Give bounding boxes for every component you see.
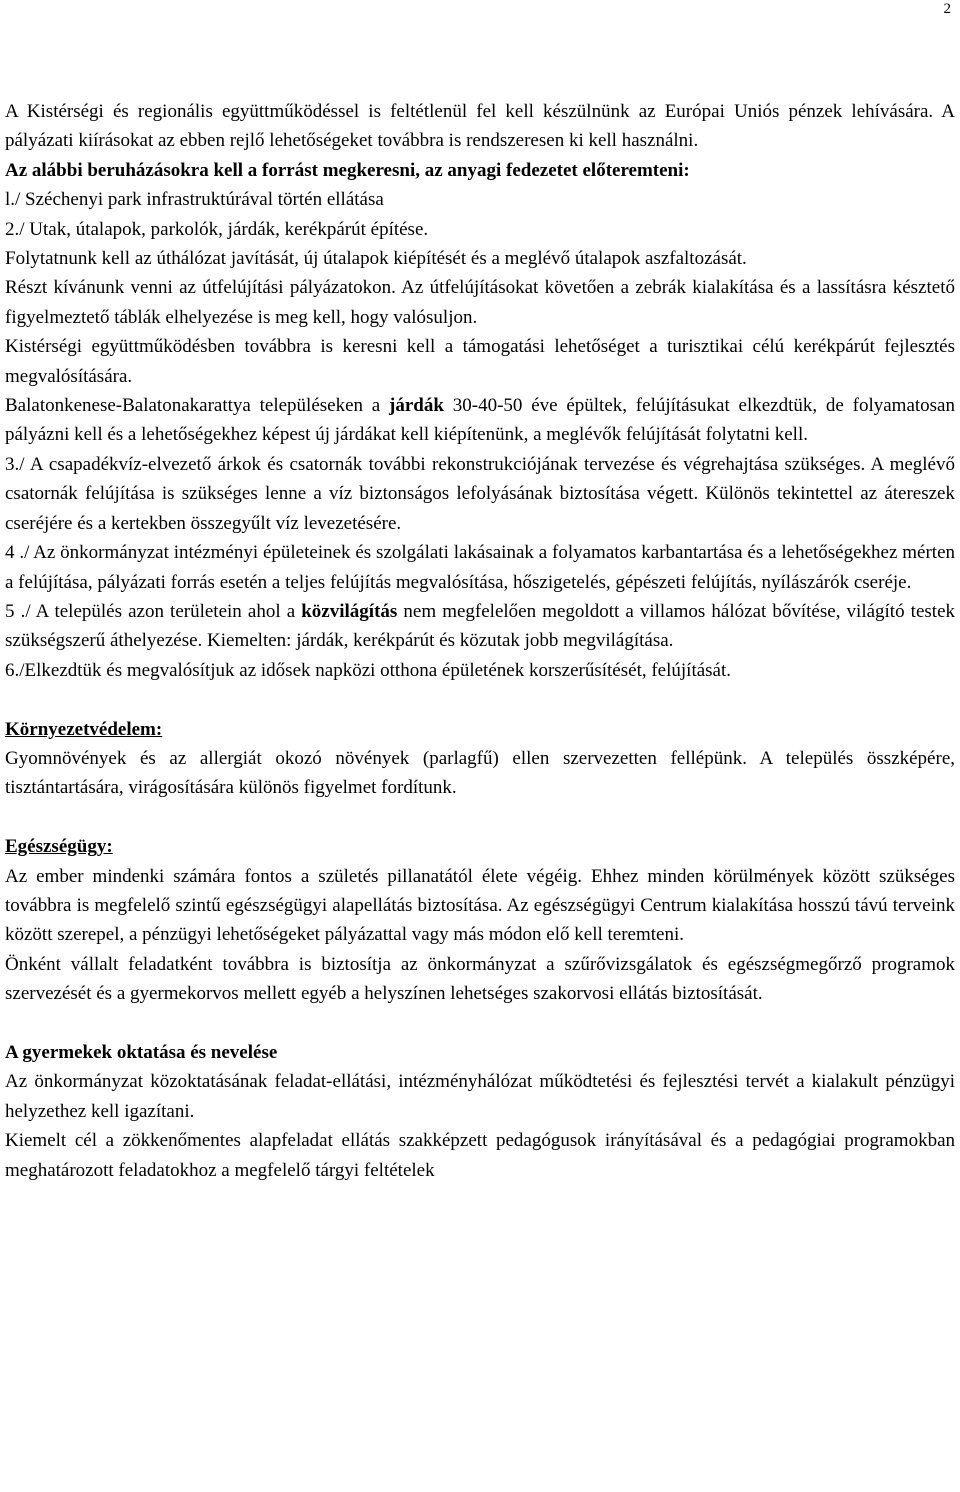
page-number: 2 (943, 1, 951, 17)
lighting-keyword: közvilágítás (301, 600, 398, 622)
sidewalk-text-before: Balatonkenese-Balatonakarattya településeken a (5, 395, 390, 417)
sidewalk-keyword: járdák (389, 395, 444, 417)
road-network-paragraph: Folytatnunk kell az úthálózat javítását, új útalapok kiépítését és a meglévő útalapok aszfaltozását. (5, 248, 747, 270)
sidewalk-text-after: 30-40-50 éve épültek, felújításukat elkezdtük, de folyamatosan pályázni kell és a lehetőségekhez képest új járdákat kell kiépítenünk, a meglévők felújítását folytatni kell. (5, 395, 955, 446)
environment-paragraph: Gyomnövények és az allergiát okozó növények (parlagfű) ellen szervezetten fellépünk. A település összképére, tisztántartására, virágosítására különös figyelmet fordítunk. (5, 747, 955, 799)
health-paragraph-1: Az ember mindenki számára fontos a születés pillanatától élete végéig. Ehhez minden körülmények között szükséges továbbra is megfelelő szintű egészségügyi alapellátás biztosítása. Az egészségügyi Centrum kialakítása hosszú távú terveink között szerepel, a pénzügyi lehetőségeket pályázattal vagy más módon elő kell teremteni. (5, 865, 955, 946)
document-body (5, 97, 955, 1185)
environment-heading: Környezetvédelem: (5, 718, 163, 740)
spacer (5, 803, 955, 832)
buildings-paragraph: 4 ./ Az önkormányzat intézményi épületeinek és szolgálati lakásainak a folyamatos karbantartása és a lehetőségekhez mérten a felújítása, pályázati forrás esetén a teljes felújítás megvalósítása, hőszigetelés, gépészeti felújítás, nyílászárók cseréje. (5, 542, 955, 593)
bike-path-paragraph: Kistérségi együttműködésben továbbra is keresni kell a támogatási lehetőséget a turisztikai célú kerékpárút fejlesztés megvalósítására. (5, 336, 955, 387)
investments-heading: Az alábbi beruházásokra kell a forrást megkeresni, az anyagi fedezetet előteremteni: (5, 159, 690, 181)
spacer (5, 1009, 955, 1038)
drainage-paragraph: 3./ A csapadékvíz-elvezető árkok és csatornák további rekonstrukciójának tervezése és végrehajtása szükséges. A meglévő csatornák felújítása is szükséges lenne a víz biztonságos lefolyásának biztosítása végett. Különös tekintettel az átereszek cseréjére és a kertekben összegyűlt víz levezetésére. (5, 453, 955, 534)
street-lighting-paragraph (5, 597, 955, 656)
list-item-2: 2./ Utak, útalapok, parkolók, járdák, kerékpárút építése. (5, 218, 429, 240)
health-heading: Egészségügy: (5, 836, 113, 858)
education-paragraph-1: Az önkormányzat közoktatásának feladat-ellátási, intézményhálózat működtetési és fejlesztési tervét a kialakult pénzügyi helyzethez kell igazítani. (5, 1071, 955, 1122)
list-item-1: l./ Széchenyi park infrastruktúrával történ ellátása (5, 189, 384, 211)
lighting-text-after: nem megfelelően megoldott a villamos hálózat bővítése, világító testek szükségszerű áthelyezése. Kiemelten: járdák, kerékpárút és közutak jobb megvilágítása. (5, 600, 956, 652)
road-tender-paragraph: Részt kívánunk venni az útfelújítási pályázatokon. Az útfelújításokat követően a zebrák kialakítása és a lassításra késztető figyelmeztető táblák elhelyezése is meg kell, hogy valósuljon. (5, 277, 955, 328)
lighting-text-before: 5 ./ A település azon területein ahol a (5, 600, 302, 622)
health-paragraph-2: Önként vállalt feladatként továbbra is biztosítja az önkormányzat a szűrővizsgálatok és egészségmegőrző programok szervezését és a gyermekorvos mellett egyéb a helyszínen lehetséges szakorvosi ellátás biztosítását. (5, 953, 955, 1005)
education-heading: A gyermekek oktatása és nevelése (5, 1041, 278, 1063)
sidewalk-paragraph (5, 391, 955, 450)
education-paragraph-2: Kiemelt cél a zökkenőmentes alapfeladat ellátás szakképzett pedagógusok irányításával és a pedagógiai programokban meghatározott feladatokhoz a megfelelő tárgyi feltételek (5, 1130, 955, 1181)
spacer (5, 685, 955, 714)
intro-paragraph: A Kistérségi és regionális együttműködéssel is feltétlenül fel kell készülnünk az Európai Uniós pénzek lehívására. A pályázati kiírásokat az ebben rejlő lehetőségeket továbbra is rendszeresen ki kell használni. (5, 101, 955, 152)
elderly-home-paragraph: 6./Elkezdtük és megvalósítjuk az idősek napközi otthona épületének korszerűsítését, felújítását. (5, 659, 732, 681)
